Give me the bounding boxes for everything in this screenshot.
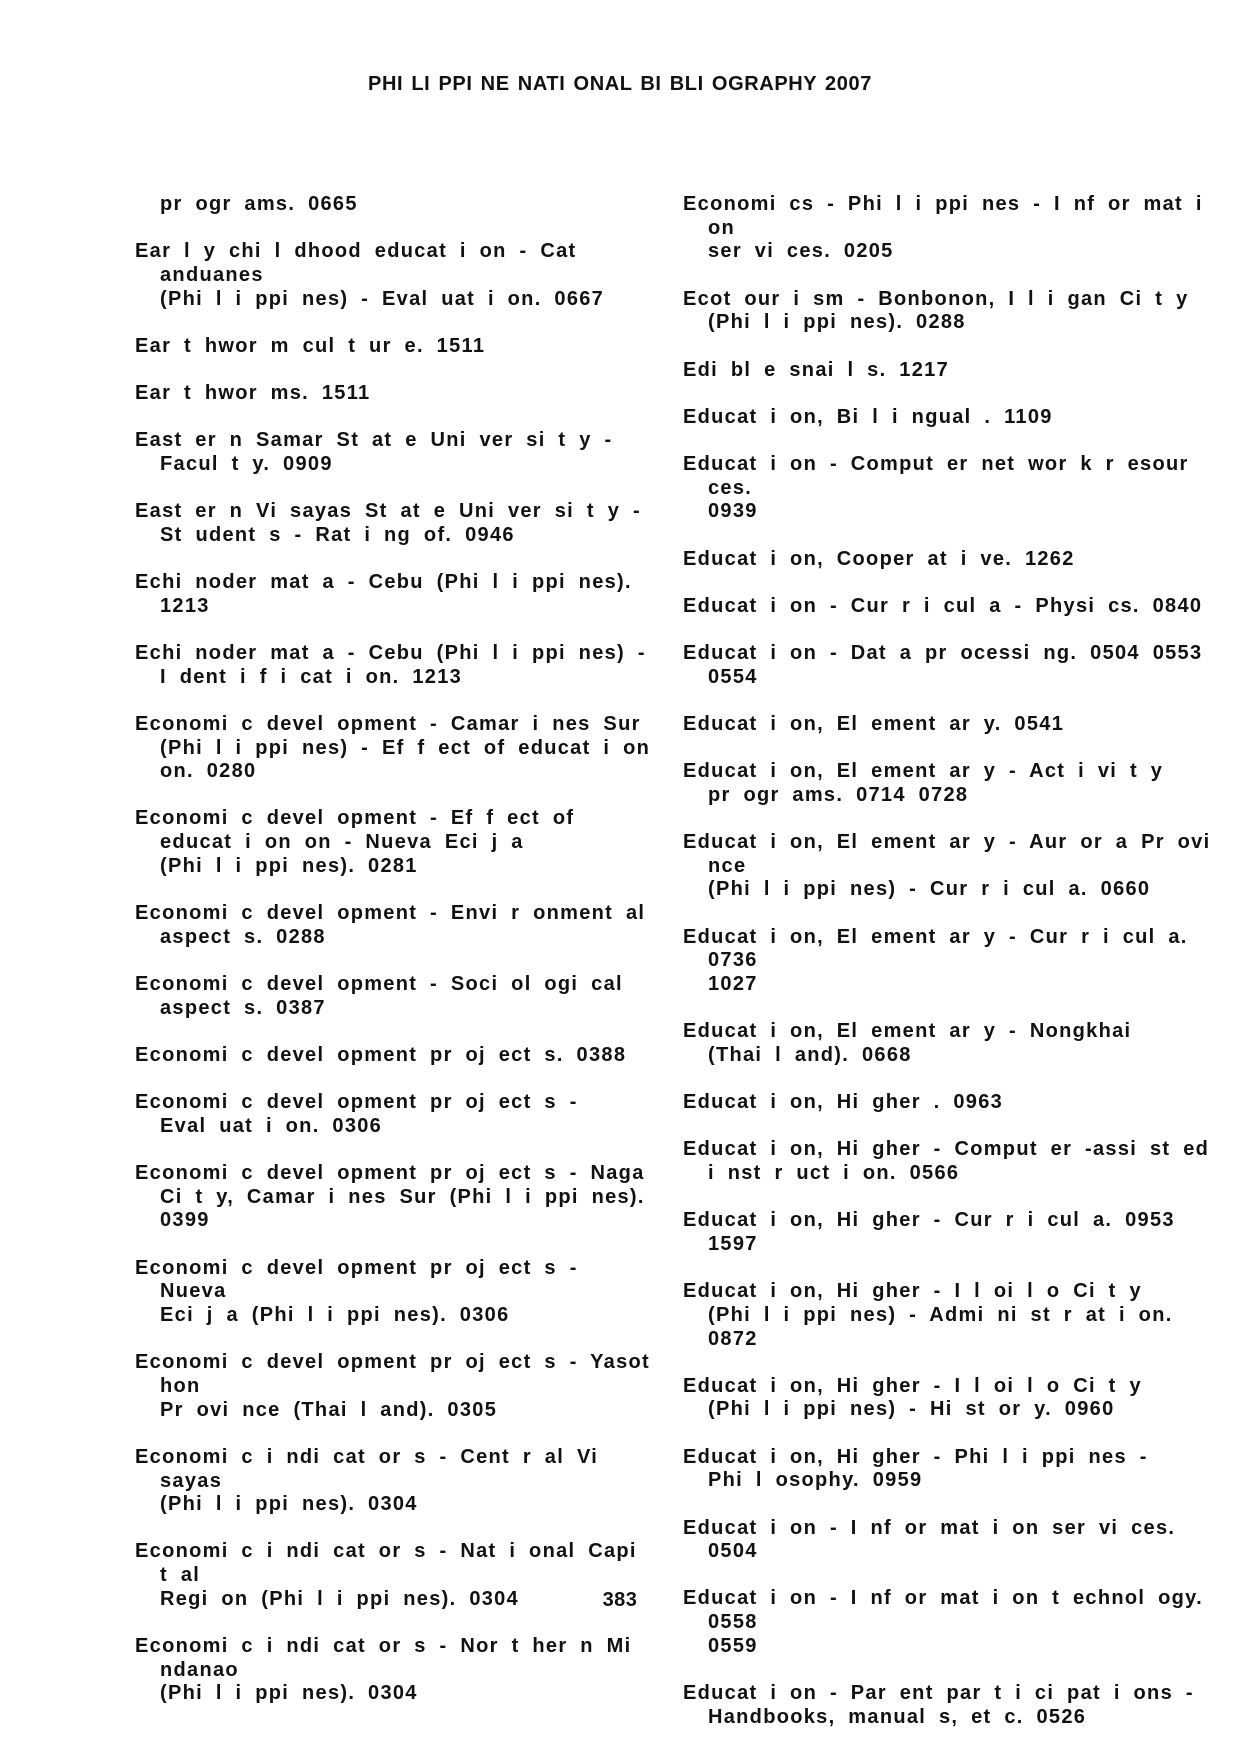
index-entry: Educat i on - Dat a pr ocessi ng. 0504 0553 0554 [683, 641, 1203, 688]
index-entry: Economi c devel opment - Soci ol ogi cal aspect s. 0387 [135, 972, 623, 1019]
index-entry: Educat i on, El ement ar y - Nongkhai (Thai l and). 0668 [683, 1020, 1132, 1066]
page-number: 383 [602, 1589, 638, 1611]
index-entry: Educat i on, El ement ar y - Act i vi t y pr ogr ams. 0714 0728 [683, 760, 1164, 806]
index-entry: Economi c devel opment pr oj ect s - Nueva Eci j a (Phi l i ppi nes). 0306 [135, 1256, 578, 1326]
index-entry: Educat i on, El ement ar y - Cur r i cul a. 0736 1027 [683, 925, 1188, 995]
index-entry: Educat i on - Comput er net wor k r esour ces. 0939 [683, 452, 1189, 523]
index-entry: Educat i on - I nf or mat i on t echnol ogy. 0558 0559 [683, 1587, 1203, 1657]
index-column-right [683, 193, 1228, 1753]
index-entry: Economi c devel opment pr oj ect s. 0388 [135, 1043, 627, 1066]
index-entry: Ecot our i sm - Bonbonon, I l i gan Ci t y (Phi l i ppi nes). 0288 [683, 287, 1189, 334]
index-entry: Echi noder mat a - Cebu (Phi l i ppi nes). 1213 [135, 571, 632, 617]
index-entry: Educat i on, Hi gher - Phi l i ppi nes - Phi l osophy. 0959 [683, 1445, 1148, 1492]
index-entry: Economi c i ndi cat or s - Nat i onal Capi t al Regi on (Phi l i ppi nes). 0304 [135, 1540, 637, 1610]
index-entry: Educat i on, Hi gher - Cur r i cul a. 0953 1597 [683, 1209, 1175, 1255]
index-entry: Economi c devel opment pr oj ect s - Yasot hon Pr ovi nce (Thai l and). 0305 [135, 1351, 651, 1421]
index-entry: Educat i on, Bi l i ngual . 1109 [683, 405, 1053, 428]
index-entry: Economi cs - Phi l i ppi nes - I nf or mat i on ser vi ces. 0205 [683, 193, 1203, 263]
index-entry: Economi c devel opment - Envi r onment al aspect s. 0288 [135, 902, 646, 948]
index-entry: Economi c devel opment pr oj ect s - Naga Ci t y, Camar i nes Sur (Phi l i ppi nes). 0399 [135, 1161, 645, 1232]
index-entry: Economi c devel opment - Camar i nes Sur (Phi l i ppi nes) - Ef f ect of educat i on on. 0280 [135, 712, 651, 783]
index-entry: Educat i on, El ement ar y - Aur or a Pr ovi nce (Phi l i ppi nes) - Cur r i cul a. 0660 [683, 830, 1211, 901]
index-entry: East er n Vi sayas St at e Uni ver si t y - St udent s - Rat i ng of. 0946 [135, 500, 641, 546]
index-entry: Educat i on, Hi gher - I l oi l o Ci t y (Phi l i ppi nes) - Hi st or y. 0960 [683, 1374, 1142, 1421]
index-column-left [135, 193, 655, 1730]
index-entry: Educat i on - I nf or mat i on ser vi ces. 0504 [683, 1516, 1176, 1563]
index-entry: Educat i on - Cur r i cul a - Physi cs. 0840 [683, 594, 1203, 617]
index-entry: Economi c devel opment - Ef f ect of educat i on on - Nueva Eci j a (Phi l i ppi nes). 0281 [135, 807, 575, 877]
index-entry: Economi c i ndi cat or s - Nor t her n Mi ndanao (Phi l i ppi nes). 0304 [135, 1635, 632, 1705]
index-entry: pr ogr ams. 0665 [160, 193, 358, 215]
index-entry: Educat i on, Hi gher . 0963 [683, 1091, 1004, 1114]
index-entry: Economi c i ndi cat or s - Cent r al Vi sayas (Phi l i ppi nes). 0304 [135, 1445, 599, 1516]
index-entry: Educat i on - Par ent par t i ci pat i ons - Handbooks, manual s, et c. 0526 [683, 1682, 1194, 1728]
index-entry: Echi noder mat a - Cebu (Phi l i ppi nes) - I dent i f i cat i on. 1213 [135, 641, 646, 688]
index-entry: Educat i on, Hi gher - Comput er -assi st ed i nst r uct i on. 0566 [683, 1138, 1210, 1184]
index-entry: Economi c devel opment pr oj ect s - Eval uat i on. 0306 [135, 1091, 578, 1137]
page-header: PHI LI PPI NE NATI ONAL BI BLI OGRAPHY 2007 [368, 73, 872, 95]
index-entry: Educat i on, Cooper at i ve. 1262 [683, 547, 1075, 570]
index-entry: Edi bl e snai l s. 1217 [683, 358, 949, 381]
index-entry: East er n Samar St at e Uni ver si t y - Facul t y. 0909 [135, 429, 613, 475]
index-entry: Educat i on, El ement ar y. 0541 [683, 712, 1065, 735]
index-entry: Ear t hwor m cul t ur e. 1511 [135, 334, 486, 357]
index-entry: Ear t hwor ms. 1511 [135, 382, 371, 405]
index-entry: Ear l y chi l dhood educat i on - Cat anduanes (Phi l i ppi nes) - Eval uat i on. 0667 [135, 240, 605, 310]
index-entry: Educat i on, Hi gher - I l oi l o Ci t y (Phi l i ppi nes) - Admi ni st r at i on. 0872 [683, 1280, 1173, 1350]
